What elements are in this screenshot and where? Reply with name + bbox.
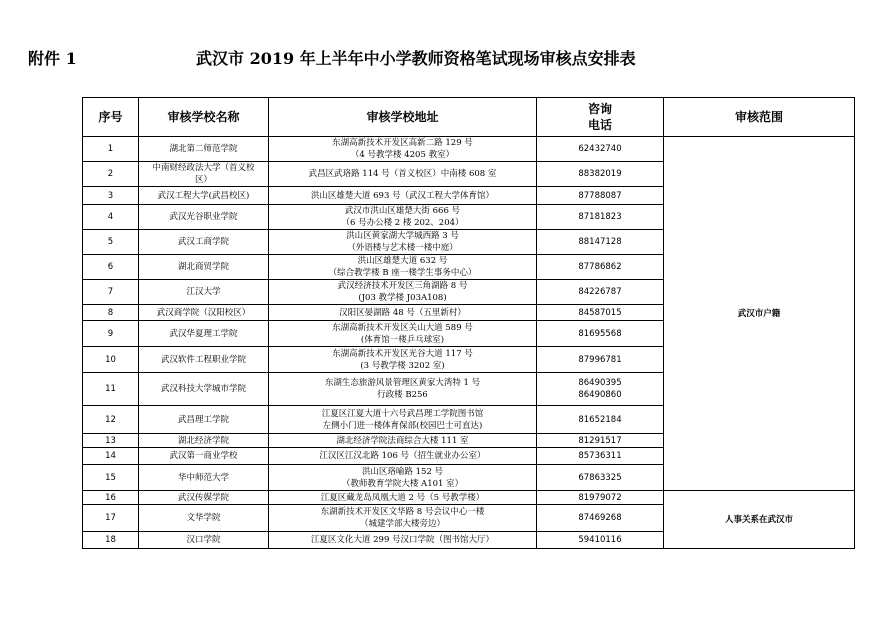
- phone-number-line: 88147128: [578, 237, 622, 247]
- school-name-line: 武汉华夏理工学院: [169, 328, 238, 339]
- phone-number: [537, 406, 664, 434]
- school-name-line: 江汉大学: [186, 287, 221, 297]
- school-name: [139, 448, 269, 465]
- school-address-line: 洪山区珞喻路 152 号: [361, 466, 444, 477]
- school-name-line: 武汉商学院（汉阳校区）: [156, 307, 251, 318]
- school-address: [269, 280, 537, 305]
- school-name: [139, 532, 269, 549]
- phone-number-line: 88382019: [578, 169, 622, 179]
- school-name: [139, 491, 269, 505]
- school-address: [269, 321, 537, 347]
- school-address-line: 东湖生态旅游风景管理区黄家大湾特 1 号: [324, 378, 481, 388]
- row-number: 10: [83, 347, 139, 373]
- column-header-scope: 审核范围: [664, 98, 855, 137]
- school-name-line: 湖北经济学院: [177, 435, 229, 446]
- table-row: [83, 491, 855, 505]
- table-row: [83, 137, 855, 162]
- phone-number: [537, 255, 664, 280]
- school-address: [269, 305, 537, 321]
- school-name: [139, 280, 269, 305]
- school-address: [269, 448, 537, 465]
- school-address: [269, 162, 537, 187]
- review-scope: 人事关系在武汉市: [664, 491, 855, 549]
- phone-number-line: 59410116: [578, 535, 622, 545]
- school-name-line: 华中师范大学: [177, 472, 229, 483]
- school-name: [139, 255, 269, 280]
- school-address: [269, 230, 537, 255]
- row-number: 7: [83, 280, 139, 305]
- school-name: [139, 465, 269, 491]
- column-header-phone: [537, 98, 664, 137]
- phone-number: [537, 280, 664, 305]
- phone-number-line: 84587015: [578, 307, 622, 318]
- phone-number-line: 84226787: [578, 287, 622, 297]
- school-name: [139, 347, 269, 373]
- school-address-line: 江汉区江汉北路 106 号（招生就业办公室）: [319, 451, 486, 461]
- row-number: 11: [83, 373, 139, 406]
- phone-number-line: 85736311: [578, 451, 622, 461]
- school-address: [269, 532, 537, 549]
- row-number: 9: [83, 321, 139, 347]
- row-number: 14: [83, 448, 139, 465]
- school-name: [139, 137, 269, 162]
- school-address: [269, 465, 537, 491]
- school-address: [269, 187, 537, 205]
- school-name: [139, 305, 269, 321]
- row-number: 1: [83, 137, 139, 162]
- school-address: [269, 347, 537, 373]
- review-scope: 武汉市户籍: [664, 137, 855, 491]
- school-address-line: （教师教育学院大楼 A101 室）: [341, 478, 464, 489]
- row-number: 12: [83, 406, 139, 434]
- school-name: [139, 187, 269, 205]
- school-address-line: 江夏区藏龙岛凤凰大道 2 号（5 号教学楼）: [320, 492, 485, 503]
- school-address-line: 江夏区文化大道 299 号汉口学院（图书馆大厅）: [310, 535, 495, 545]
- phone-number-line: 62432740: [578, 144, 622, 154]
- school-name-line: 武汉工商学院: [177, 237, 229, 247]
- row-number: 2: [83, 162, 139, 187]
- school-address-line: 东湖高新技术开发区光谷大道 117 号: [332, 348, 473, 359]
- column-header-school-address: 审核学校地址: [269, 98, 537, 137]
- phone-number: [537, 137, 664, 162]
- school-name: [139, 373, 269, 406]
- school-name-line: 武昌理工学院: [177, 414, 229, 425]
- phone-number: [537, 321, 664, 347]
- school-name-line: 湖北第二师范学院: [169, 144, 238, 154]
- school-name-line: 武汉软件工程职业学院: [160, 354, 246, 365]
- column-header-number: 序号: [83, 98, 139, 137]
- phone-number: [537, 205, 664, 230]
- school-address: [269, 373, 537, 406]
- row-number: 13: [83, 434, 139, 448]
- school-name: [139, 434, 269, 448]
- row-number: 17: [83, 505, 139, 532]
- phone-number-line: 87469268: [578, 513, 622, 523]
- school-name: [139, 505, 269, 532]
- school-name-line: 武汉科技大学城市学院: [160, 384, 246, 394]
- document-title: 武汉市 2019 年上半年中小学教师资格笔试现场审核点安排表: [196, 49, 636, 68]
- phone-number-line: 81979072: [578, 492, 622, 503]
- phone-number: [537, 162, 664, 187]
- school-address: [269, 434, 537, 448]
- school-address-line: 江夏区江夏大道十六号武昌理工学院图书馆: [321, 408, 484, 419]
- school-name: [139, 230, 269, 255]
- row-number: 8: [83, 305, 139, 321]
- school-name-line: 武汉传媒学院: [177, 492, 229, 503]
- school-address-line: 东湖高新技术开发区高新二路 129 号: [332, 138, 473, 148]
- phone-number-line: 67863325: [578, 472, 622, 483]
- school-address-line: 洪山区雄楚大道 693 号（武汉工程大学体育馆）: [310, 190, 495, 201]
- school-address: [269, 505, 537, 532]
- phone-number: [537, 505, 664, 532]
- phone-number: [537, 347, 664, 373]
- phone-number: [537, 448, 664, 465]
- school-name-line: 中南财经政法大学（首义校: [152, 163, 255, 173]
- school-address-line: (J03 教学楼 J03A108): [358, 293, 447, 303]
- school-address: [269, 406, 537, 434]
- phone-number-line: 86490860: [578, 390, 622, 400]
- school-address: [269, 205, 537, 230]
- column-header-school-name: 审核学校名称: [139, 98, 269, 137]
- school-address-line: 东湖新技术开发区文华路 8 号会议中心一楼: [320, 507, 485, 517]
- school-address-line: （综合教学楼 B 座一楼学生事务中心）: [328, 268, 477, 278]
- phone-number: [537, 230, 664, 255]
- school-address-line: (体育馆一楼乒乓球室): [360, 334, 445, 345]
- phone-number-line: 86490395: [578, 378, 622, 388]
- school-address-line: 武昌区武珞路 114 号（首义校区）中南楼 608 室: [308, 169, 497, 179]
- school-name: [139, 162, 269, 187]
- school-address-line: （外语楼与艺术楼一楼中庭）: [347, 243, 458, 253]
- school-address-line: 洪山区黄家湖大学城西路 3 号: [346, 231, 459, 241]
- phone-number: [537, 434, 664, 448]
- school-name-line: 武汉光谷职业学院: [169, 212, 238, 222]
- row-number: 4: [83, 205, 139, 230]
- school-name-line: 湖北商贸学院: [177, 262, 229, 272]
- review-schedule-table: [82, 97, 855, 549]
- phone-number: [537, 187, 664, 205]
- table-body: [83, 137, 855, 549]
- school-name-line: 区）: [194, 175, 212, 185]
- phone-number: [537, 465, 664, 491]
- school-address: [269, 137, 537, 162]
- row-number: 18: [83, 532, 139, 549]
- school-address-line: （4 号教学楼 4205 教室）: [350, 150, 455, 160]
- column-header-phone-line1: 咨询: [587, 102, 612, 116]
- phone-number-line: 87181823: [578, 212, 622, 222]
- phone-number-line: 87996781: [578, 354, 622, 365]
- row-number: 6: [83, 255, 139, 280]
- phone-number-line: 81652184: [578, 414, 622, 425]
- phone-number-line: 87788087: [578, 190, 622, 201]
- row-number: 15: [83, 465, 139, 491]
- annex-label: 附件 1: [28, 49, 77, 68]
- school-name: [139, 406, 269, 434]
- school-name-line: 武汉第一商业学校: [169, 451, 238, 461]
- school-name: [139, 321, 269, 347]
- phone-number: [537, 373, 664, 406]
- school-name-line: 武汉工程大学(武昌校区): [157, 190, 250, 201]
- phone-number: [537, 305, 664, 321]
- school-address-line: 武汉市洪山区雄楚大街 666 号: [344, 206, 461, 216]
- school-address: [269, 491, 537, 505]
- school-address-line: 东湖高新技术开发区关山大道 589 号: [332, 322, 473, 333]
- school-name-line: 汉口学院: [186, 535, 221, 545]
- phone-number-line: 81695568: [578, 328, 622, 339]
- school-name-line: 文华学院: [186, 513, 221, 523]
- phone-number-line: 87786862: [578, 262, 622, 272]
- row-number: 5: [83, 230, 139, 255]
- row-number: 3: [83, 187, 139, 205]
- school-address-line: 汉阳区晏湖路 48 号（五里新村）: [339, 307, 466, 318]
- school-address-line: (3 号教学楼 3202 室): [360, 360, 445, 371]
- phone-number: [537, 532, 664, 549]
- row-number: 16: [83, 491, 139, 505]
- school-address-line: 武汉经济技术开发区三角湖路 8 号: [337, 281, 468, 291]
- phone-number: [537, 491, 664, 505]
- school-address-line: 湖北经济学院法商综合大楼 111 室: [336, 435, 469, 446]
- phone-number-line: 81291517: [578, 435, 622, 446]
- school-address-line: 左侧小门进一楼体育保部(校园巴士可直达): [322, 420, 483, 431]
- school-name: [139, 205, 269, 230]
- school-address-line: 洪山区雄楚大道 632 号: [357, 256, 448, 266]
- school-address-line: （城建学部大楼旁边）: [359, 519, 445, 529]
- table-header-row: [83, 98, 855, 137]
- school-address-line: （6 号办公楼 2 楼 202、204）: [341, 218, 464, 228]
- school-address-line: 行政楼 B256: [377, 390, 428, 400]
- school-address: [269, 255, 537, 280]
- column-header-phone-line2: 电话: [587, 118, 612, 132]
